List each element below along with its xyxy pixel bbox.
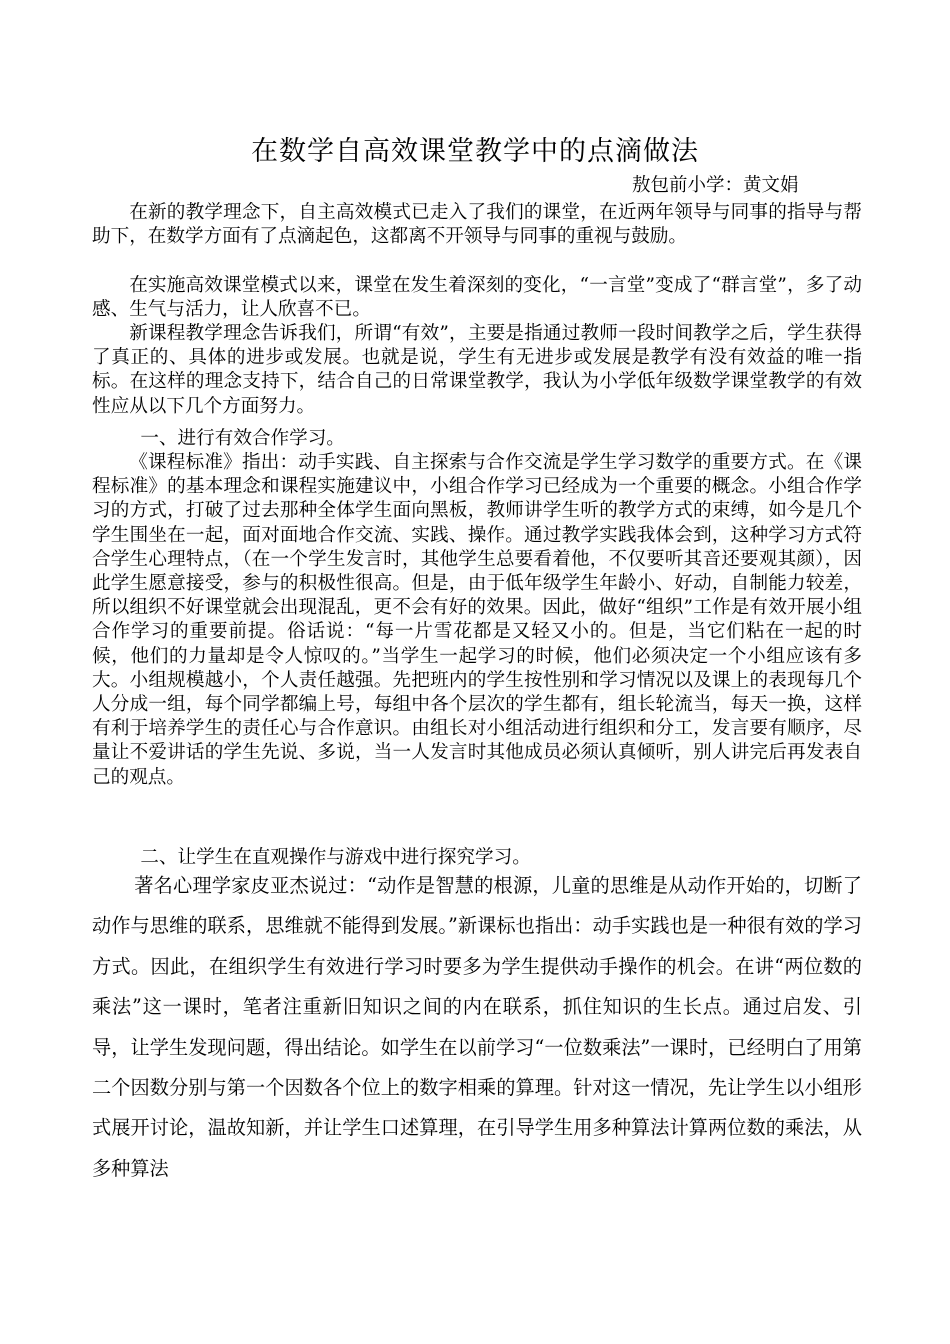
- paragraph-intro: 在新的教学理念下，自主高效模式已走入了我们的课堂，在近两年领导与同事的指导与帮助下，在数学方面有了点滴起色，这都离不开领导与同事的重视与鼓励。: [92, 202, 862, 248]
- paragraph-cooperative-learning: 《课程标准》指出：动手实践、自主探索与合作交流是学生学习数学的重要方式。在《课程标准》的基本理念和课程实施建议中，小组合作学习已经成为一个重要的概念。小组合作学习的方式，打破了过去那种全体学生面向黑板，教师讲学生听的教学方式的束缚，如今是几个学生围坐在一起，面对面地合作交流、实践、操作。通过教学实践我体会到，这种学习方式符合学生心理特点，（在一个学生发言时，其他学生总要看着他，不仅要听其音还要观其颜），因此学生愿意接受，参与的积极性很高。但是，由于低年级学生年龄小、好动，自制能力较差，所以组织不好课堂就会出现混乱，更不会有好的效果。因此，做好“组织”工作是有效开展小组合作学习的重要前提。俗话说：“每一片雪花都是又轻又小的。但是，当它们粘在一起的时候，他们的力量却是令人惊叹的。”当学生一起学习的时候，他们必须决定一个小组应该有多大。小组规模越小，个人责任越强。先把班内的学生按性别和学习情况以及课上的表现每几个人分成一组，每个同学都编上号，每组中各个层次的学生都有，组长轮流当，每天一换，这样有利于培养学生的责任心与合作意识。由组长对小组活动进行组织和分工，发言要有顺序，尽量让不爱讲话的学生先说、多说，当一人发言时其他成员必须认真倾听，别人讲完后再发表自己的观点。: [92, 452, 862, 788]
- section-heading-2: 二、让学生在直观操作与游戏中进行探究学习。: [140, 847, 531, 868]
- section-heading-1: 一、进行有效合作学习。: [140, 428, 345, 449]
- document-title: 在数学自高效课堂教学中的点滴做法: [251, 136, 699, 167]
- author-line: 敖包前小学：黄文娟: [632, 175, 799, 196]
- paragraph-effective: 新课程教学理念告诉我们，所谓“有效”，主要是指通过教师一段时间教学之后，学生获得了真正的、具体的进步或发展。也就是说，学生有无进步或发展是教学有没有效益的唯一指标。在这样的理念支持下，结合自己的日常课堂教学，我认为小学低年级数学课堂教学的有效性应从以下几个方面努力。: [92, 323, 862, 417]
- paragraph-hands-on-learning: 著名心理学家皮亚杰说过：“动作是智慧的根源，儿童的思维是从动作开始的，切断了动作与思维的联系，思维就不能得到发展。”新课标也指出：动手实践也是一种很有效的学习方式。因此，在组织学生有效进行学习时要多为学生提供动手操作的机会。在讲“两位数的乘法”这一课时，笔者注重新旧知识之间的内在联系，抓住知识的生长点。通过启发、引导，让学生发现问题，得出结论。如学生在以前学习“一位数乘法”一课时，已经明白了用第二个因数分别与第一个因数各个位上的数字相乘的算理。针对这一情况，先让学生以小组形式展开讨论，温故知新，并让学生口述算理，在引导学生用多种算法计算两位数的乘法，从多种算法: [92, 874, 862, 1180]
- paragraph-change: 在实施高效课堂模式以来，课堂在发生着深刻的变化，“一言堂”变成了“群言堂”，多了动感、生气与活力，让人欣喜不已。: [92, 275, 862, 321]
